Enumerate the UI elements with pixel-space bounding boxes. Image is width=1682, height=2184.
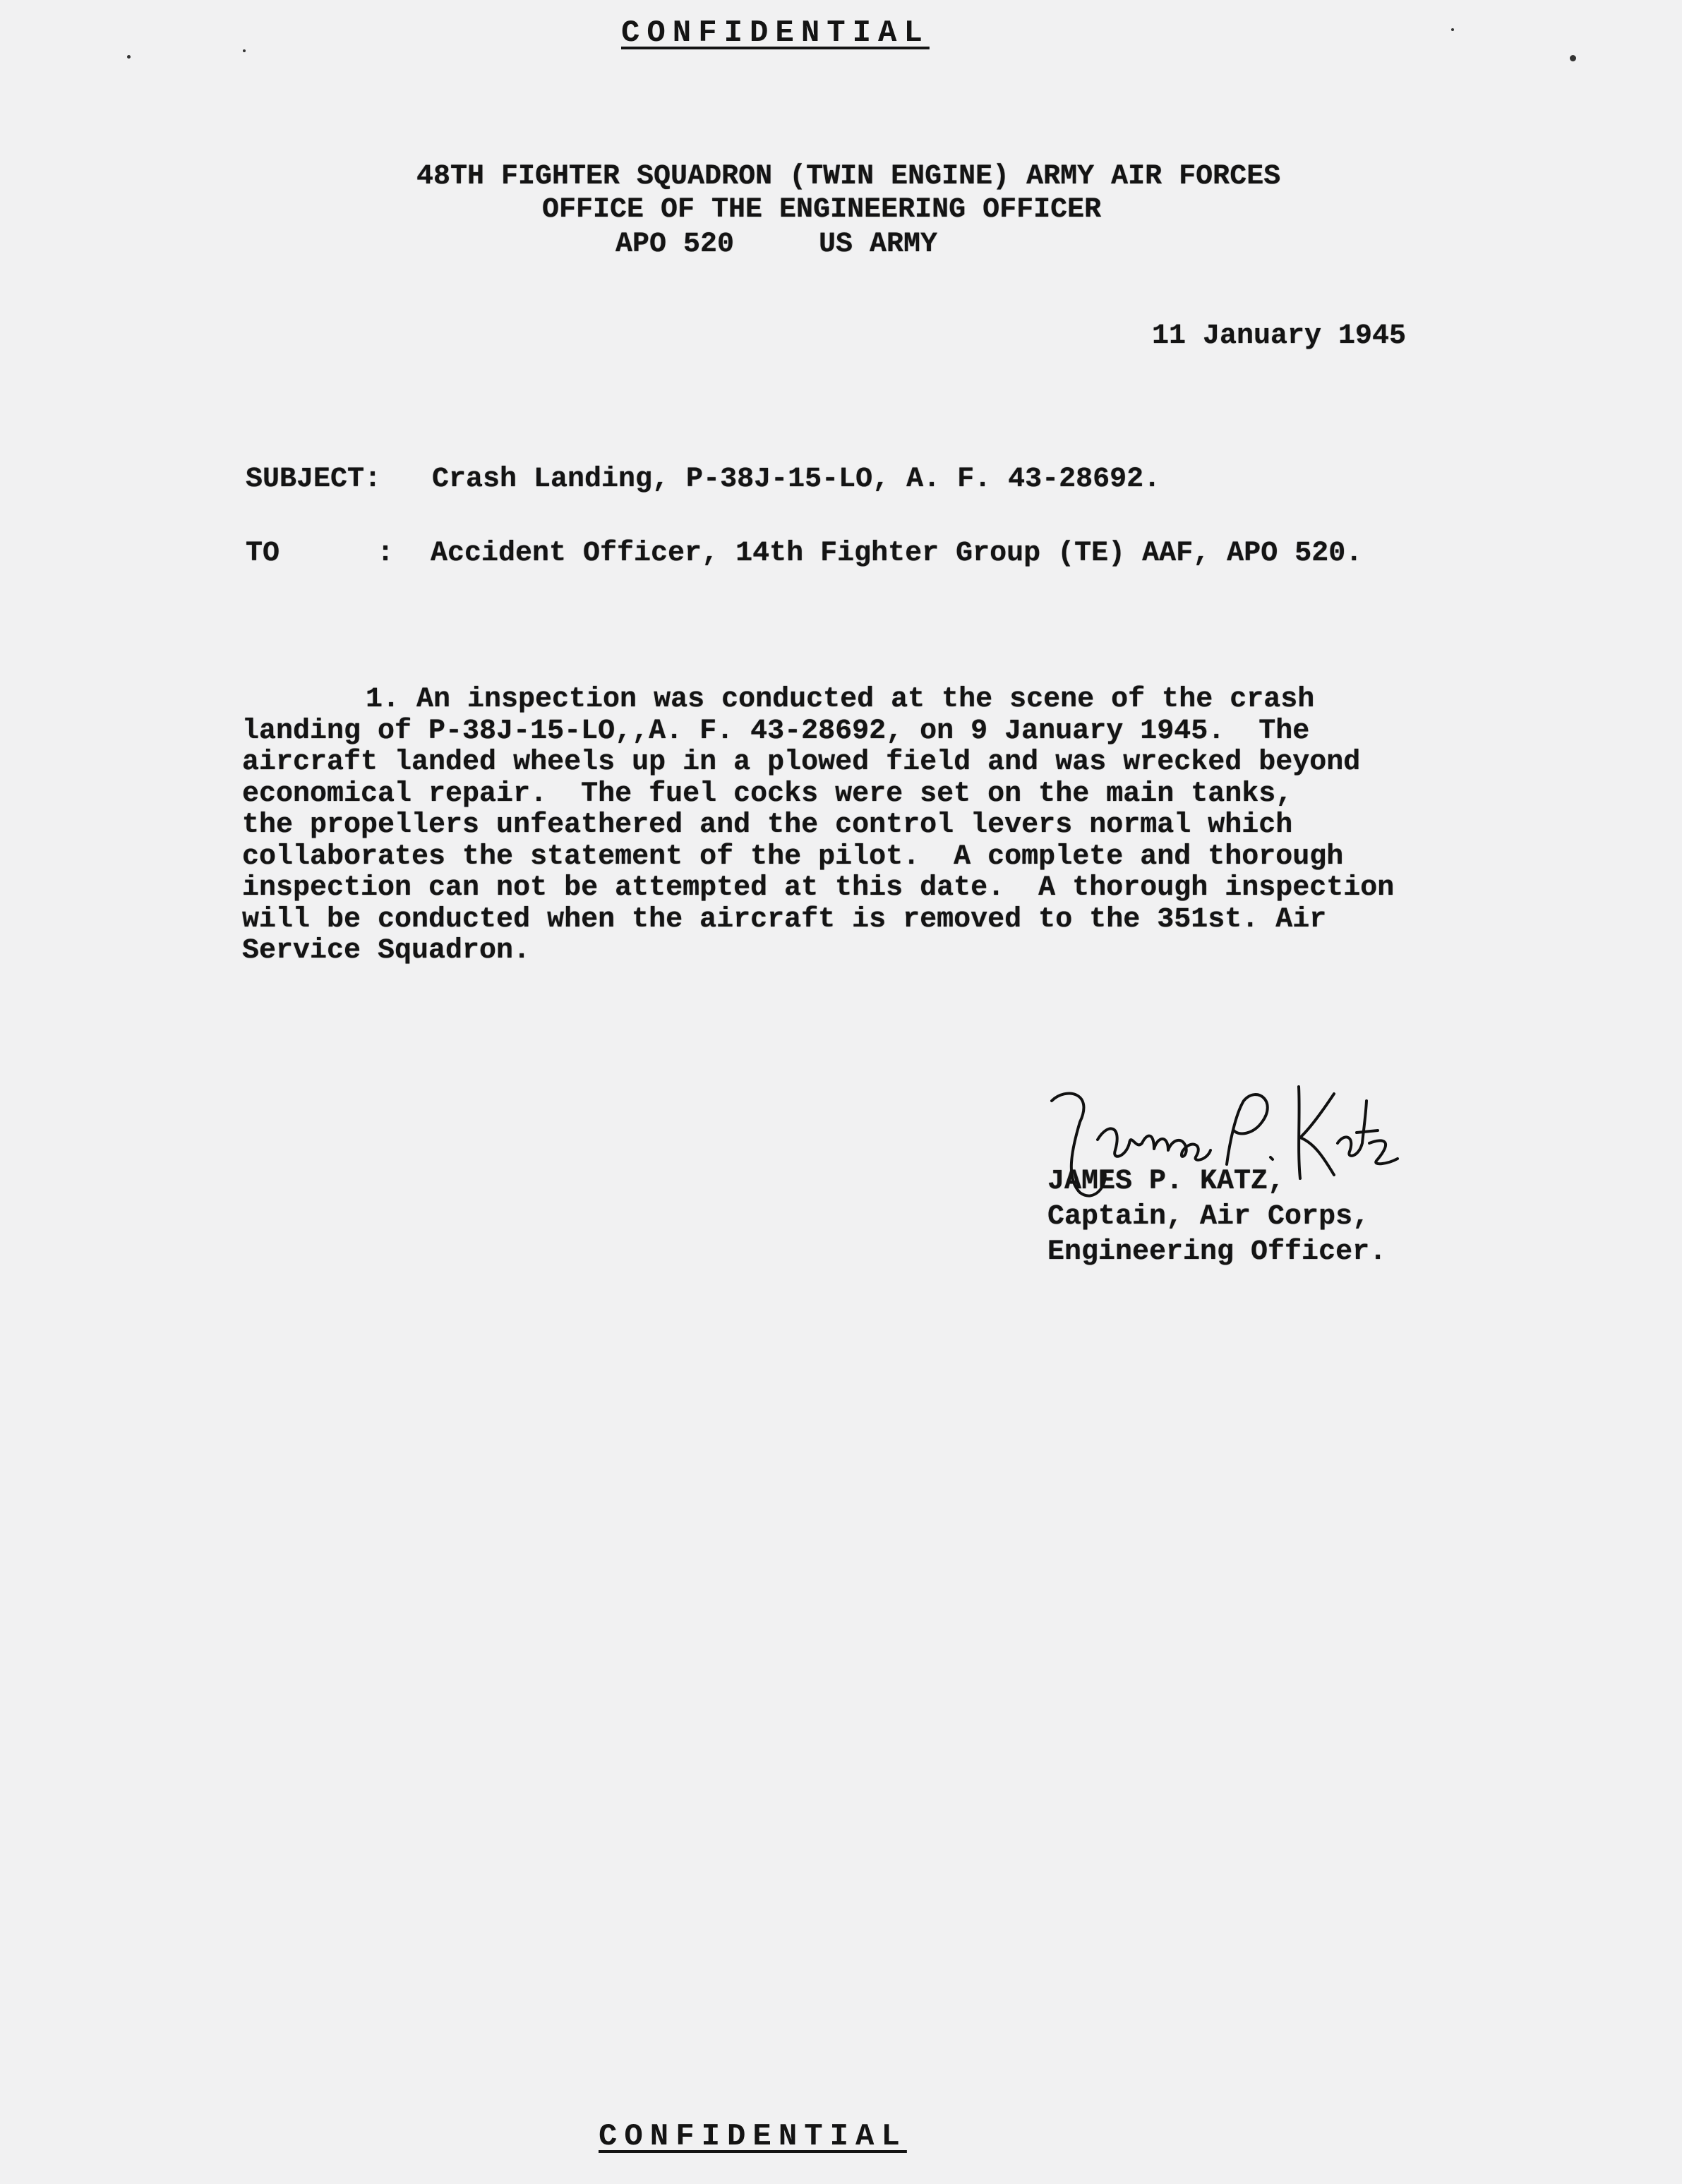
- paragraph-line: landing of P-38J-15-LO,,A. F. 43-28692, on 9 January 1945. The: [242, 715, 1310, 747]
- letterhead-unit: 48TH FIGHTER SQUADRON (TWIN ENGINE) ARMY AIR FORCES: [416, 161, 1281, 193]
- letterhead-address: [615, 229, 937, 260]
- signer-rank: Captain, Air Corps,: [1047, 1201, 1370, 1233]
- classification-marking-bottom: CONFIDENTIAL: [599, 2119, 907, 2154]
- paragraph-line: inspection can not be attempted at this date. A thorough inspection: [242, 872, 1395, 904]
- to-label: TO: [246, 538, 280, 569]
- scan-speck: [243, 49, 246, 52]
- paragraph-line: will be conducted when the aircraft is removed to the 351st. Air: [242, 903, 1327, 936]
- letterhead-army: US ARMY: [819, 229, 938, 260]
- scan-speck: [1570, 55, 1576, 61]
- paragraph-line: collaborates the statement of the pilot. A complete and thorough: [242, 840, 1344, 873]
- paragraph-line: economical repair. The fuel cocks were set on the main tanks,: [242, 778, 1293, 810]
- paragraph-line: aircraft landed wheels up in a plowed field and was wrecked beyond: [242, 747, 1361, 778]
- scan-speck: [127, 55, 131, 59]
- paragraph-line: the propellers unfeathered and the control levers normal which: [242, 809, 1293, 841]
- letterhead-apo: APO 520: [615, 229, 735, 260]
- subject-text: Crash Landing, P-38J-15-LO, A. F. 43-28692.: [432, 464, 1161, 495]
- classification-marking-top: CONFIDENTIAL: [621, 16, 930, 51]
- body-paragraph: [242, 684, 1506, 967]
- document-date: 11 January 1945: [1152, 320, 1407, 352]
- letterhead-office: OFFICE OF THE ENGINEERING OFFICER: [542, 194, 1102, 226]
- to-colon: :: [377, 538, 395, 569]
- paragraph-line: 1. An inspection was conducted at the scene of the crash: [366, 684, 1315, 716]
- to-text: Accident Officer, 14th Fighter Group (TE) AAF, APO 520.: [431, 538, 1363, 569]
- signer-title: Engineering Officer.: [1047, 1236, 1387, 1268]
- paragraph-line: Service Squadron.: [242, 935, 531, 967]
- subject-label: SUBJECT:: [246, 464, 382, 495]
- scan-speck: [1451, 28, 1454, 31]
- signer-name: JAMES P. KATZ,: [1047, 1166, 1285, 1197]
- signature-block: [1038, 1073, 1532, 1284]
